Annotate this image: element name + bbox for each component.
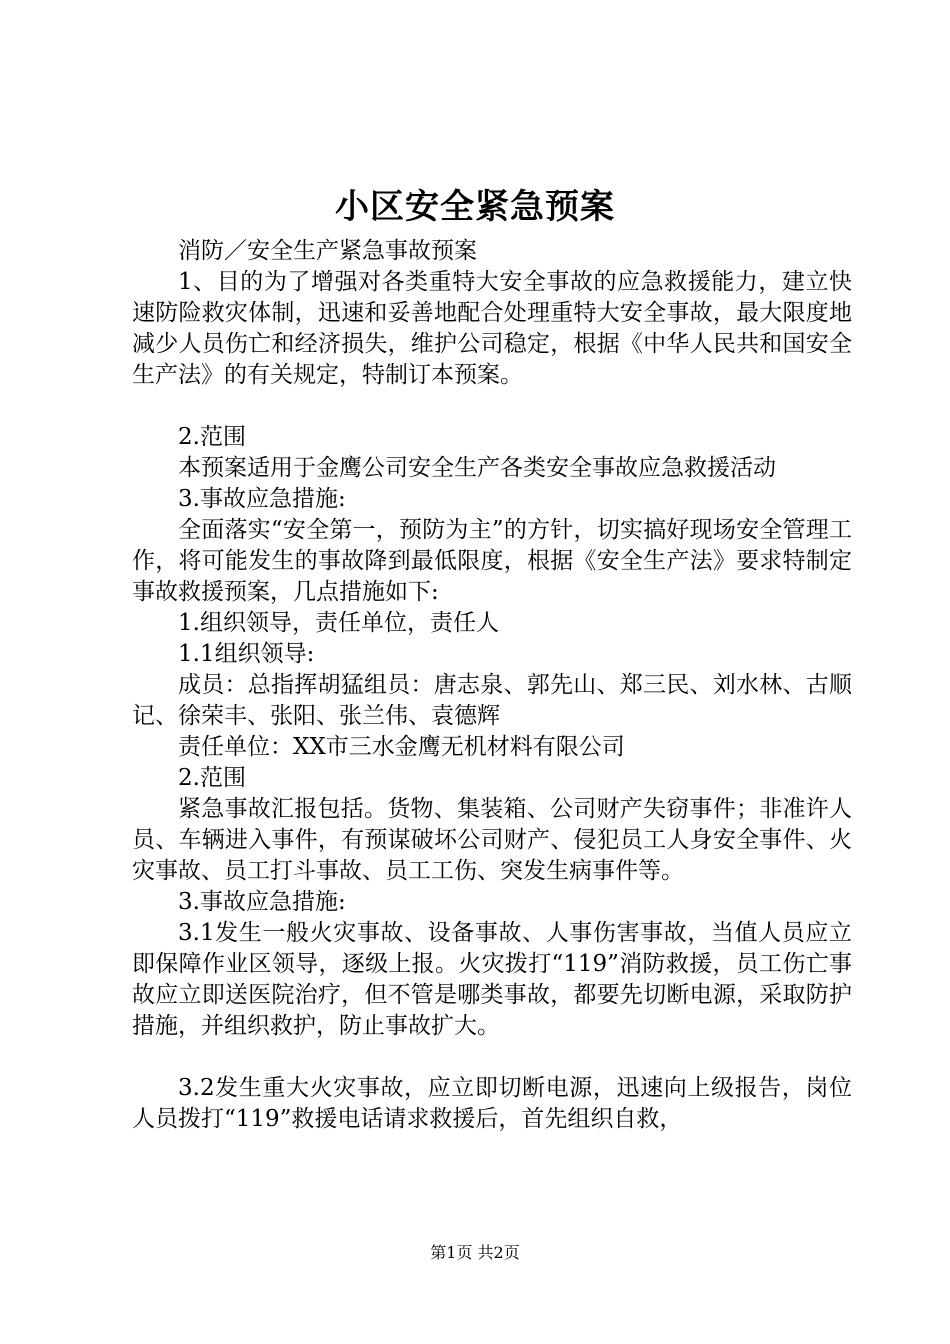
- page-number: 第1页 共2页: [430, 1243, 520, 1262]
- paragraph-purpose: 1、目的为了增强对各类重特大安全事故的应急救援能力，建立快速防险救灾体制，迅速和妥善地配合处理重特大安全事故，最大限度地减少人员伤亡和经济损失，维护公司稳定，根据《中华人民共和国安全生产法》的有关规定，特制订本预案。: [132, 269, 852, 388]
- heading-measures: 3.事故应急措施:: [178, 486, 346, 512]
- paragraph-measure-3-2: 3.2发生重大火灾事故，应立即切断电源，迅速向上级报告，岗位人员拨打“119”救援电话请求救援后，首先组织自救，: [132, 1075, 852, 1132]
- paragraph-measure-3-1: 3.1发生一般火灾事故、设备事故、人事伤害事故，当值人员应立即保障作业区领导，逐级上报。火灾拨打“119”消防救援，员工伤亡事故应立即送医院治疗，但不管是哪类事故，都要先切断电源，采取防护措施，并组织救护，防止事故扩大。: [132, 920, 852, 1039]
- heading-scope-2: 2.范围: [178, 765, 246, 791]
- paragraph-subtitle: 消防／安全生产紧急事故预案: [178, 238, 477, 264]
- paragraph-gap: [132, 391, 852, 422]
- document-title: 小区安全紧急预案: [335, 187, 615, 227]
- heading-organization: 1.组织领导，责任单位，责任人: [178, 610, 499, 636]
- paragraph-scope: 本预案适用于金鹰公司安全生产各类安全事故应急救援活动: [178, 455, 776, 481]
- paragraph-members: 成员：总指挥胡猛组员：唐志泉、郭先山、郑三民、刘水林、古顺记、徐荣丰、张阳、张兰伟、袁德辉: [132, 672, 852, 729]
- heading-leadership: 1.1组织领导:: [178, 641, 315, 667]
- heading-measures-2: 3.事故应急措施:: [178, 889, 346, 915]
- paragraph-measures: 全面落实“安全第一，预防为主”的方针，切实搞好现场安全管理工作，将可能发生的事故降到最低限度，根据《安全生产法》要求特制定事故救援预案，几点措施如下:: [132, 517, 852, 605]
- paragraph-responsible-unit: 责任单位：XX市三水金鹰无机材料有限公司: [178, 734, 625, 760]
- document-body: [132, 236, 852, 1135]
- heading-scope: 2.范围: [178, 424, 246, 450]
- paragraph-emergency-report: 紧急事故汇报包括。货物、集装箱、公司财产失窃事件；非准许人员、车辆进入事件，有预谋破坏公司财产、侵犯员工人身安全事件、火灾事故、员工打斗事故、员工工伤、突发生病事件等。: [132, 796, 852, 884]
- paragraph-gap: [132, 1042, 852, 1073]
